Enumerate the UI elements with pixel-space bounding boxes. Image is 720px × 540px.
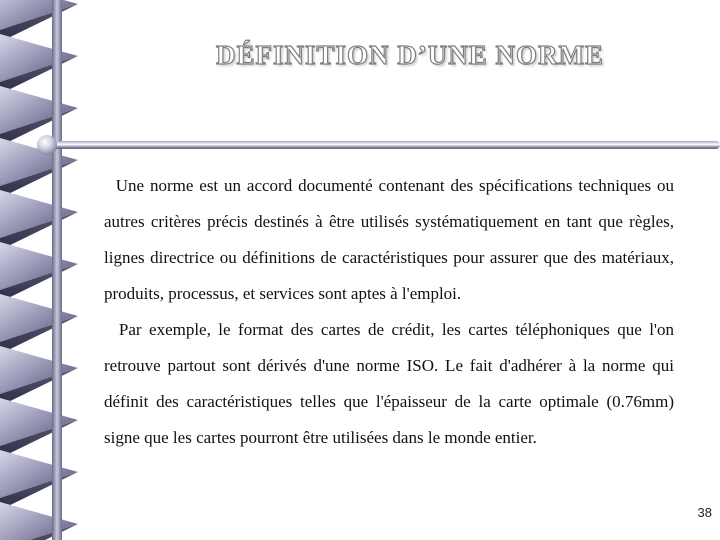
divider-knob: [37, 135, 57, 155]
slide-body: [104, 168, 674, 456]
slide-title: DÉFINITION D’UNE NORME: [215, 40, 605, 70]
definition-paragraph: Une norme est un accord documenté contenant des spécifications techniques ou autres critères précis destinés à être utilisés systématiquement en tant que règles, lignes directrice ou définitions de caractéristiques pour assurer que des matériaux, produits, processus, et services sont aptes à l'emploi.: [104, 176, 674, 303]
arrow-border-decoration: [0, 0, 80, 540]
page-number: 38: [697, 505, 712, 520]
title-divider: [48, 141, 720, 149]
example-paragraph: Par exemple, le format des cartes de crédit, les cartes téléphoniques que l'on retrouve partout sont dérivés d'une norme ISO. Le fait d'adhérer à la norme qui définit des caractéristiques telles que l'épaisseur de la carte optimale (0.76mm) signe que les cartes pourront être utilisées dans le monde entier.: [104, 320, 674, 447]
